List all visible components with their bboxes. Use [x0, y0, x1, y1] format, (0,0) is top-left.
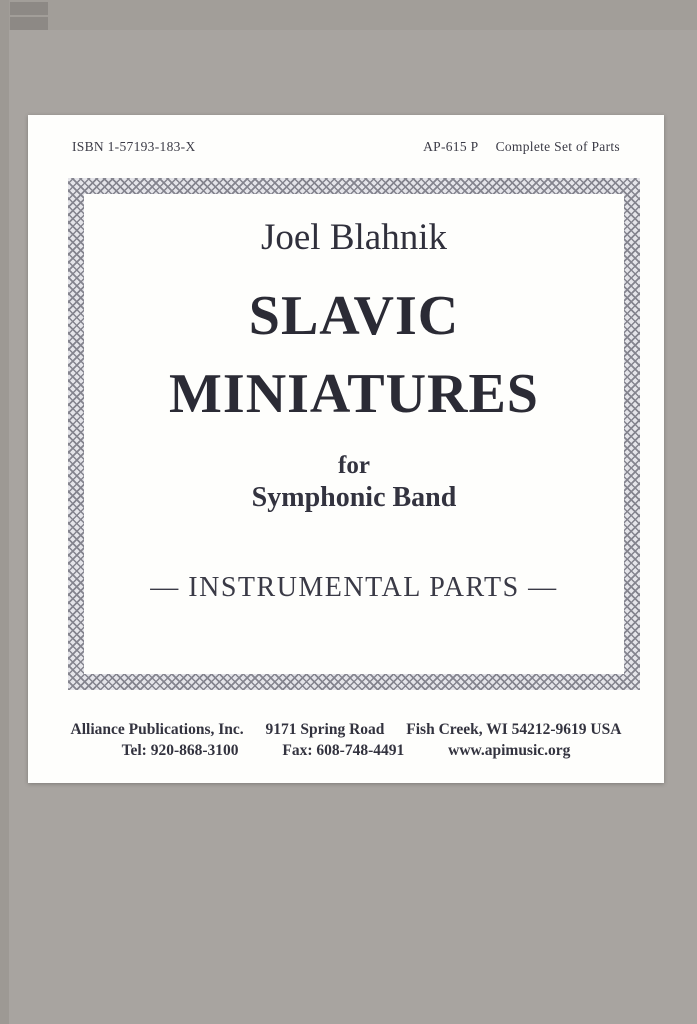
- publisher-city: Fish Creek, WI 54212-9619 USA: [406, 721, 622, 738]
- scan-edge-strip: [0, 0, 9, 1024]
- publisher-tel: Tel: 920-868-3100: [121, 742, 239, 759]
- composer-name: Joel Blahnik: [260, 217, 447, 258]
- publisher-footer: [28, 719, 664, 761]
- set-of-parts-label: Complete Set of Parts: [495, 139, 620, 154]
- catalog-info: [409, 139, 620, 155]
- cover-page: [28, 115, 664, 783]
- instrumental-parts-label: — INSTRUMENTAL PARTS —: [150, 572, 558, 603]
- lattice-border-frame: [68, 178, 640, 690]
- publisher-name: Alliance Publications, Inc.: [70, 721, 244, 738]
- for-label: for: [338, 452, 370, 479]
- catalog-header-row: [28, 139, 664, 155]
- frame-inner-area: [84, 194, 624, 674]
- catalog-number: AP-615 P: [423, 139, 478, 154]
- title-line-2: MINIATURES: [169, 363, 539, 425]
- title-block: [84, 194, 624, 674]
- ensemble-name: Symphonic Band: [251, 482, 457, 513]
- publisher-fax: Fax: 608-748-4491: [282, 742, 405, 759]
- publisher-website: www.apimusic.org: [448, 742, 571, 759]
- isbn-text: ISBN 1-57193-183-X: [72, 139, 196, 154]
- scan-artifact-mark: [10, 17, 48, 30]
- title-line-1: SLAVIC: [248, 285, 460, 347]
- publisher-address: 9171 Spring Road: [265, 721, 385, 738]
- publisher-contact-row: [28, 740, 664, 761]
- scan-artifact-mark: [10, 2, 48, 15]
- publisher-address-row: [28, 719, 664, 740]
